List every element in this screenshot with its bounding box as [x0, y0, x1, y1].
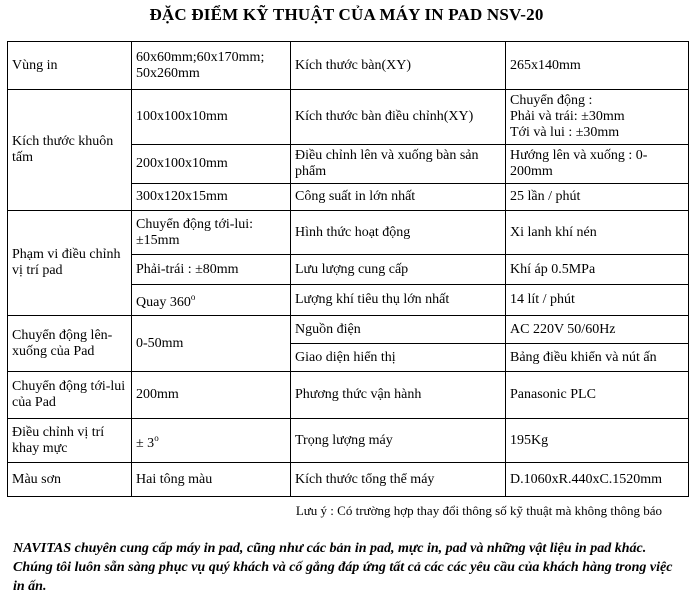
- table-cell: Chuyển động lên-xuống của Pad: [8, 316, 132, 372]
- table-cell: Panasonic PLC: [506, 372, 689, 419]
- table-cell: 265x140mm: [506, 42, 689, 90]
- table-cell: Hướng lên và xuống : 0-200mm: [506, 145, 689, 184]
- cell-line: Tới và lui : ±30mm: [510, 125, 620, 140]
- table-cell: Trọng lượng máy: [291, 419, 506, 463]
- table-row: [8, 211, 689, 255]
- table-cell: Lưu lượng cung cấp: [291, 255, 506, 285]
- table-cell: Vùng in: [8, 42, 132, 90]
- table-cell: 100x100x10mm: [132, 90, 291, 145]
- table-cell: Giao diện hiển thị: [291, 344, 506, 372]
- table-cell: Hình thức hoạt động: [291, 211, 506, 255]
- table-cell: Khí áp 0.5MPa: [506, 255, 689, 285]
- cell-line: Chuyển động :: [510, 93, 593, 108]
- table-cell: Xi lanh khí nén: [506, 211, 689, 255]
- table-cell: 195Kg: [506, 419, 689, 463]
- table-cell: Lượng khí tiêu thụ lớn nhất: [291, 285, 506, 316]
- table-cell: Phải-trái : ±80mm: [132, 255, 291, 285]
- company-paragraph: NAVITAS chuyên cung cấp máy in pad, cũng như các bản in pad, mực in, pad và những vật liệu in pad khác. Chúng tôi luôn sẵn sàng phục vụ quý khách và cố gắng đáp ứng tất cả các các yêu cầu của khách hàng trong việc in ấn.: [13, 541, 673, 594]
- table-cell: Chuyển động tới-lui của Pad: [8, 372, 132, 419]
- table-row: [8, 90, 689, 145]
- table-cell: Nguồn điện: [291, 316, 506, 344]
- table-cell: Chuyển động tới-lui: ±15mm: [132, 211, 291, 255]
- table-cell: 200mm: [132, 372, 291, 419]
- table-cell: Điều chỉnh lên và xuống bàn sản phẩm: [291, 145, 506, 184]
- table-cell: [132, 285, 291, 316]
- table-row: [8, 372, 689, 419]
- table-cell: 25 lần / phút: [506, 184, 689, 211]
- table-row: [8, 419, 689, 463]
- table-cell: Bảng điều khiển và nút ấn: [506, 344, 689, 372]
- table-cell: [506, 90, 689, 145]
- table-cell: AC 220V 50/60Hz: [506, 316, 689, 344]
- table-cell: Phạm vi điều chỉnh vị trí pad: [8, 211, 132, 316]
- table-cell: Điều chỉnh vị trí khay mực: [8, 419, 132, 463]
- degree-sup: o: [154, 432, 159, 443]
- table-cell: Công suất in lớn nhất: [291, 184, 506, 211]
- table-cell: 14 lít / phút: [506, 285, 689, 316]
- spec-table: [7, 41, 689, 497]
- table-cell: 200x100x10mm: [132, 145, 291, 184]
- cell-text: ± 3: [136, 435, 155, 451]
- table-cell: Kích thước bàn(XY): [291, 42, 506, 90]
- cell-text: Quay 360: [136, 295, 191, 310]
- table-cell: 60x60mm;60x170mm; 50x260mm: [132, 42, 291, 90]
- table-cell: Hai tông màu: [132, 463, 291, 497]
- note-text: Lưu ý : Có trường hợp thay đổi thông số kỹ thuật mà không thông báo: [295, 503, 662, 518]
- table-cell: 0-50mm: [132, 316, 291, 372]
- table-cell: Kích thước khuôn tấm: [8, 90, 132, 211]
- table-cell: 300x120x15mm: [132, 184, 291, 211]
- table-cell: Kích thước tổng thể máy: [291, 463, 506, 497]
- table-row: [8, 463, 689, 497]
- table-row: [8, 42, 689, 90]
- table-cell: D.1060xR.440xC.1520mm: [506, 463, 689, 497]
- table-cell: [132, 419, 291, 463]
- cell-line: Phải và trái: ±30mm: [510, 109, 625, 124]
- table-cell: Kích thước bàn điều chỉnh(XY): [291, 90, 506, 145]
- page-title: ĐẶC ĐIỂM KỸ THUẬT CỦA MÁY IN PAD NSV-20: [149, 5, 544, 24]
- table-cell: Màu sơn: [8, 463, 132, 497]
- table-row: [8, 316, 689, 344]
- table-cell: Phương thức vận hành: [291, 372, 506, 419]
- degree-sup: o: [190, 292, 196, 302]
